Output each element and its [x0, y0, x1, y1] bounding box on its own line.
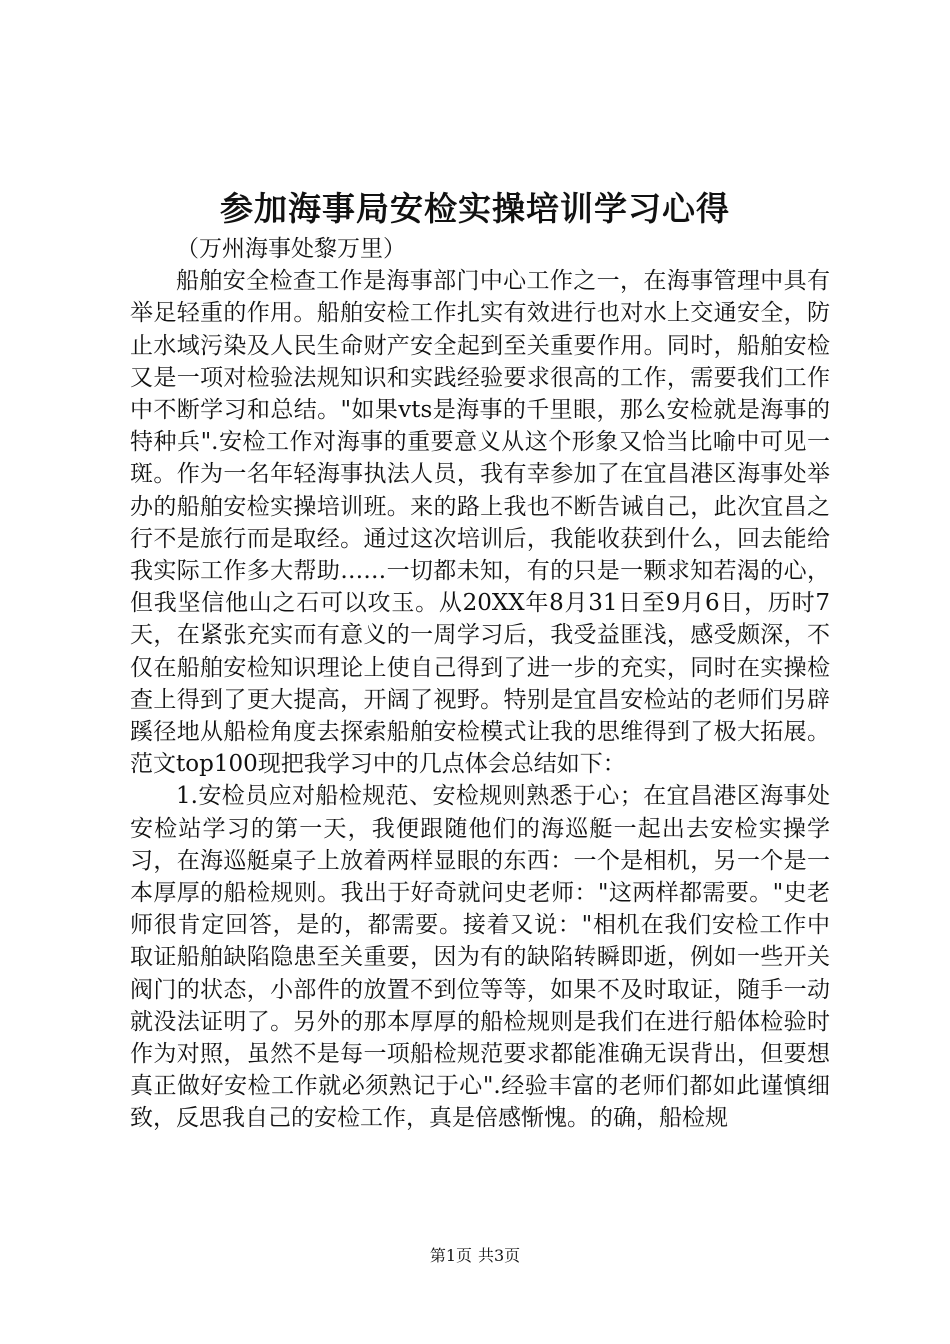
- page-total: 共3页: [478, 1246, 521, 1265]
- paragraph-point-1: 1.安检员应对船检规范、安检规则熟悉于心；在宜昌港区海事处安检站学习的第一天，我便跟随他们的海巡艇一起出去安检实操学习，在海巡艇桌子上放着两样显眼的东西：一个是相机，另一个是一本厚厚的船检规则。我出于好奇就问史老师："这两样都需要。"史老师很肯定回答，是的，都需要。接着又说："相机在我们安检工作中取证船舶缺陷隐患至关重要，因为有的缺陷转瞬即逝，例如一些开关阀门的状态，小部件的放置不到位等等，如果不及时取证，随手一动就没法证明了。另外的那本厚厚的船检规则是我们在进行船体检验时作为对照，虽然不是每一项船检规范要求都能准确无误背出，但要想真正做好安检工作就必须熟记于心".经验丰富的老师们都如此谨慎细致，反思我自己的安检工作，真是倍感惭愧。的确，船检规: [130, 783, 830, 1132]
- document-title: 参加海事局安检实操培训学习心得: [220, 189, 730, 228]
- author-line: （万州海事处黎万里）: [176, 236, 406, 262]
- paragraph-intro: 船舶安全检查工作是海事部门中心工作之一，在海事管理中具有举足轻重的作用。船舶安检工作扎实有效进行也对水上交通安全，防止水域污染及人民生命财产安全起到至关重要作用。同时，船舶安检又是一项对检验法规知识和实践经验要求很高的工作，需要我们工作中不断学习和总结。"如果vts是海事的千里眼，那么安检就是海事的特种兵".安检工作对海事的重要意义从这个形象又恰当比喻中可见一斑。作为一名年轻海事执法人员，我有幸参加了在宜昌港区海事处举办的船舶安检实操培训班。来的路上我也不断告诫自己，此次宜昌之行不是旅行而是取经。通过这次培训后，我能收获到什么，回去能给我实际工作多大帮助……一切都未知，有的只是一颗求知若渴的心，但我坚信他山之石可以攻玉。从20XX年8月31日至9月6日，历时7天，在紧张充实而有意义的一周学习后，我受益匪浅，感受颇深，不仅在船舶安检知识理论上使自己得到了进一步的充实，同时在实操检查上得到了更大提高，开阔了视野。特别是宜昌安检站的老师们另辟蹊径地从船检角度去探索船舶安检模式让我的思维得到了极大拓展。范文top100现把我学习中的几点体会总结如下：: [130, 268, 830, 778]
- page-footer: [0, 1245, 950, 1267]
- document-body: [130, 233, 830, 1135]
- page-number: 第1页: [429, 1246, 472, 1265]
